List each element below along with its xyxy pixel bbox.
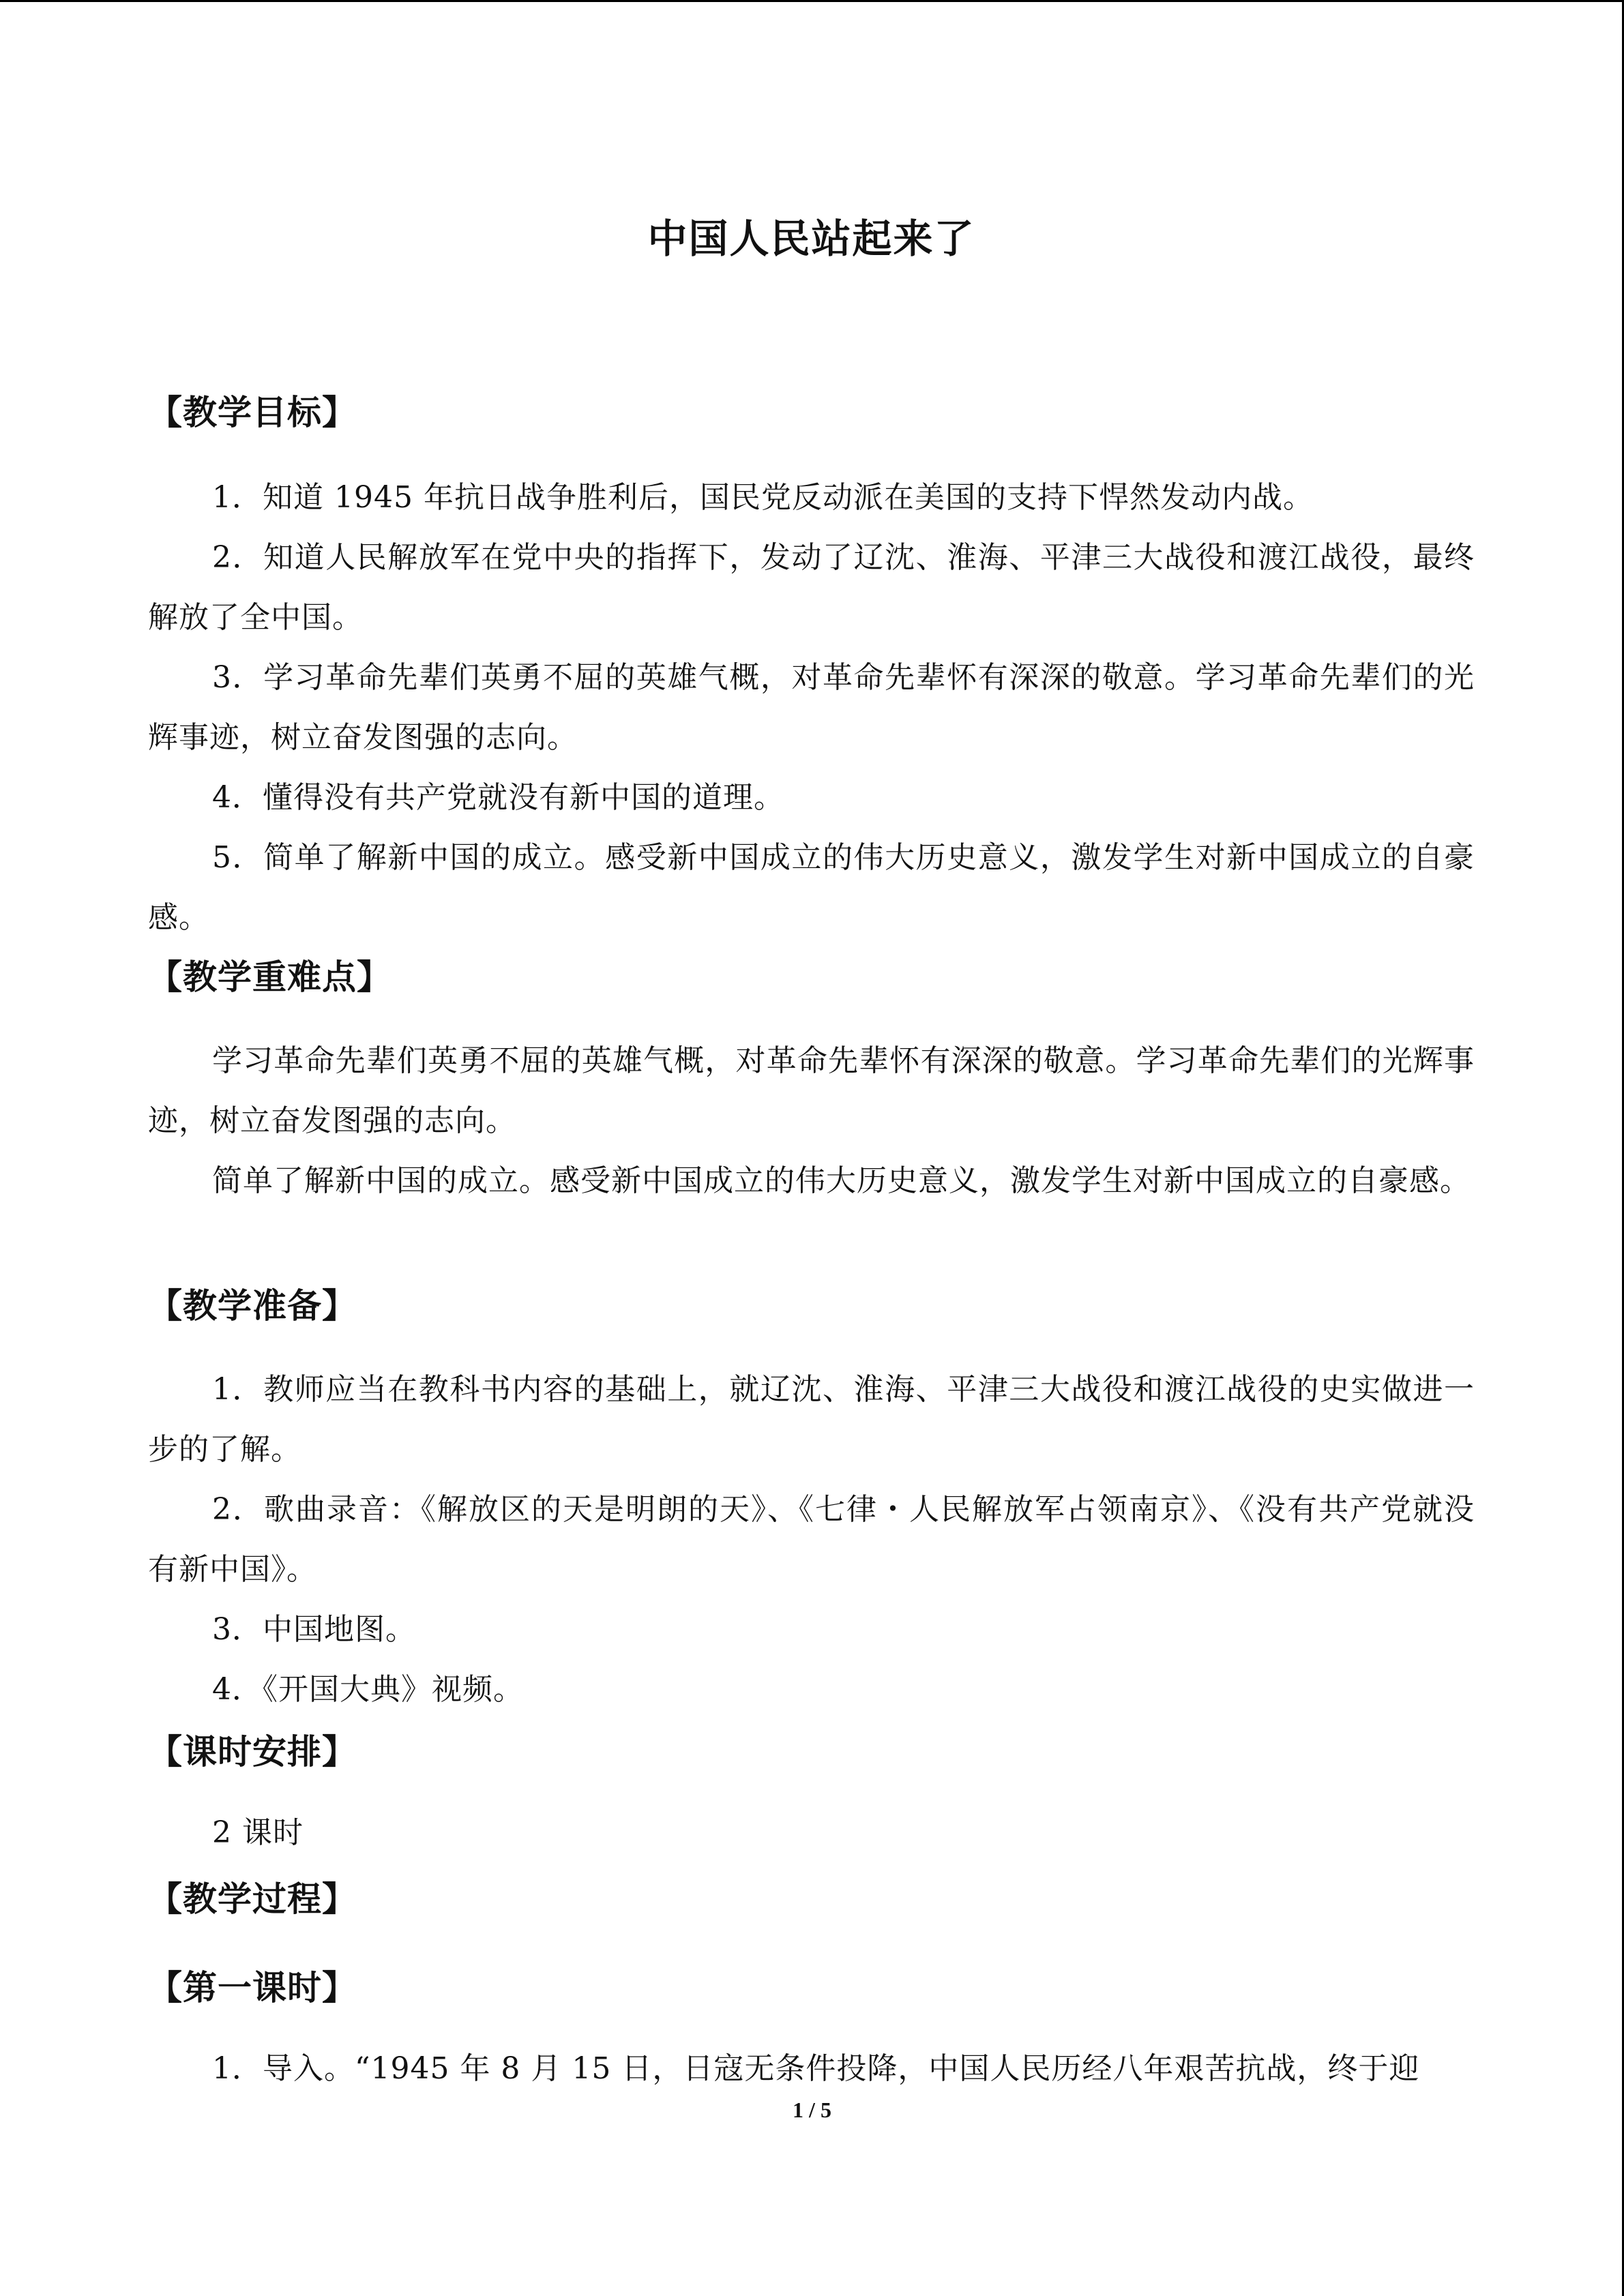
prep-item-3: 3．中国地图。 [212, 1612, 416, 1647]
prep-item-2: 2．歌曲录音：《解放区的天是明朗的天》、《七律・人民解放军占领南京》、《没有共产党就没有新中国》。 [148, 1492, 1475, 1587]
prep-item-4: 4．《开国大典》视频。 [212, 1672, 524, 1707]
page-border-top [0, 0, 1624, 2]
heading-key-points: 【教学重难点】 [148, 957, 392, 997]
goal-item-2: 2．知道人民解放军在党中央的指挥下，发动了辽沈、淮海、平津三大战役和渡江战役，最终解放了全中国。 [148, 540, 1475, 635]
goal-item-3: 3．学习革命先辈们英勇不屈的英雄气概，对革命先辈怀有深深的敬意。学习革命先辈们的光辉事迹，树立奋发图强的志向。 [148, 660, 1475, 755]
page-number: 1 / 5 [793, 2098, 831, 2122]
heading-teaching-process: 【教学过程】 [148, 1879, 357, 1919]
heading-lesson-1: 【第一课时】 [148, 1968, 357, 2008]
goal-item-1: 1．知道 1945 年抗日战争胜利后，国民党反动派在美国的支持下悍然发动内战。 [212, 480, 1314, 515]
goal-item-5: 5．简单了解新中国的成立。感受新中国成立的伟大历史意义，激发学生对新中国成立的自豪感。 [148, 840, 1475, 935]
page-title: 中国人民站起来了 [647, 215, 975, 262]
heading-schedule: 【课时安排】 [148, 1732, 357, 1772]
heading-preparation: 【教学准备】 [148, 1286, 357, 1326]
key-point-1: 学习革命先辈们英勇不屈的英雄气概，对革命先辈怀有深深的敬意。学习革命先辈们的光辉事迹，树立奋发图强的志向。 [148, 1043, 1475, 1138]
prep-item-1: 1．教师应当在教科书内容的基础上，就辽沈、淮海、平津三大战役和渡江战役的史实做进一步的了解。 [148, 1372, 1475, 1467]
heading-teaching-goals: 【教学目标】 [148, 393, 357, 432]
schedule-item-1: 2 课时 [212, 1815, 304, 1850]
goal-item-4: 4．懂得没有共产党就没有新中国的道理。 [212, 780, 784, 815]
key-point-2: 简单了解新中国的成立。感受新中国成立的伟大历史意义，激发学生对新中国成立的自豪感。 [212, 1163, 1471, 1198]
lesson1-item-1: 1．导入。“1945 年 8 月 15 日，日寇无条件投降，中国人民历经八年艰苦抗战，终于迎 [212, 2051, 1420, 2086]
